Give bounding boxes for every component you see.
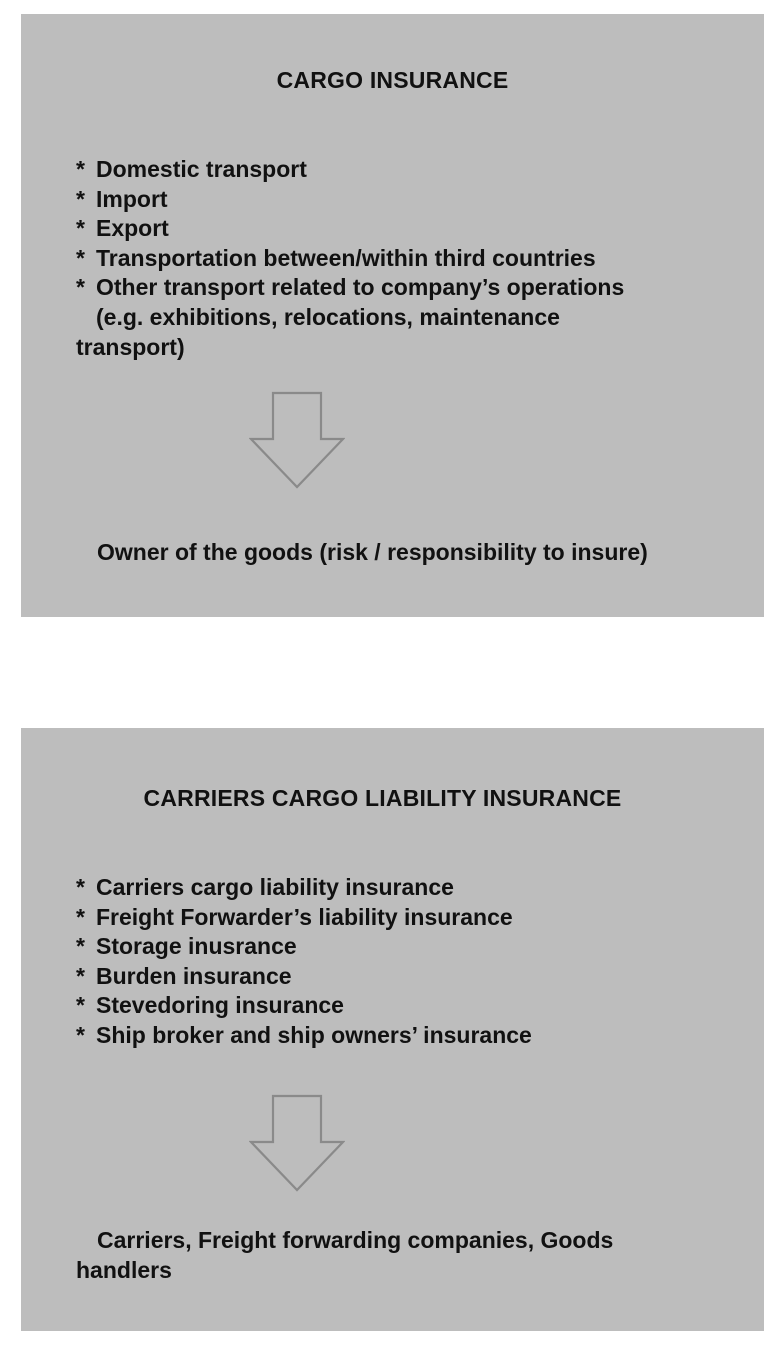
- bullet-star: *: [76, 962, 85, 989]
- bullet-star: *: [76, 1021, 85, 1048]
- list-item-continuation: transport): [76, 333, 185, 360]
- list-item: [76, 244, 736, 274]
- carriers-liability-panel: [21, 728, 764, 1331]
- list-item-label: Freight Forwarder’s liability insurance: [96, 903, 513, 930]
- list-item: [76, 873, 736, 903]
- responsible-line: handlers: [76, 1256, 172, 1283]
- list-item-label: Stevedoring insurance: [96, 992, 344, 1019]
- list-item-label: Storage inusrance: [96, 933, 297, 960]
- list-item-label: Domestic transport: [96, 156, 307, 182]
- list-item: [76, 1021, 736, 1051]
- list-item-label: Export: [96, 215, 169, 242]
- bullet-star: *: [76, 903, 85, 930]
- bullet-star: *: [76, 933, 85, 960]
- list-item-label: Burden insurance: [96, 962, 292, 989]
- carriers-liability-title: CARRIERS CARGO LIABILITY INSURANCE: [143, 785, 622, 811]
- bullet-star: *: [76, 992, 85, 1019]
- bullet-star: *: [76, 274, 85, 301]
- list-item: [76, 155, 736, 185]
- bullet-star: *: [76, 244, 85, 271]
- list-item: [76, 185, 736, 215]
- list-item: [76, 962, 736, 992]
- bullet-star: *: [76, 874, 85, 900]
- list-item: [76, 273, 736, 362]
- list-item-label: Import: [96, 185, 168, 212]
- list-item: [76, 214, 736, 244]
- cargo-insurance-title: CARGO INSURANCE: [276, 67, 509, 93]
- list-item-label: Ship broker and ship owners’ insurance: [96, 1021, 532, 1048]
- list-item: [76, 932, 736, 962]
- list-item-label: Transportation between/within third countries: [96, 244, 596, 271]
- carriers-liability-list: [76, 873, 736, 1051]
- bullet-star: *: [76, 185, 85, 212]
- cargo-insurance-list: [76, 155, 736, 362]
- list-item-label: Carriers cargo liability insurance: [96, 874, 454, 900]
- down-arrow-icon: [249, 391, 345, 489]
- bullet-star: *: [76, 156, 85, 182]
- down-arrow-icon: [249, 1094, 345, 1192]
- cargo-insurance-panel: [21, 14, 764, 617]
- responsible-line: Carriers, Freight forwarding companies, Goods: [97, 1227, 614, 1253]
- bullet-star: *: [76, 215, 85, 242]
- list-item-continuation: (e.g. exhibitions, relocations, maintenance: [96, 303, 560, 330]
- list-item: [76, 903, 736, 933]
- cargo-insurance-responsible: Owner of the goods (risk / responsibility to insure): [97, 539, 648, 565]
- list-item-label: Other transport related to company’s operations: [96, 274, 625, 301]
- carriers-liability-responsible: [76, 1226, 736, 1285]
- list-item: [76, 991, 736, 1021]
